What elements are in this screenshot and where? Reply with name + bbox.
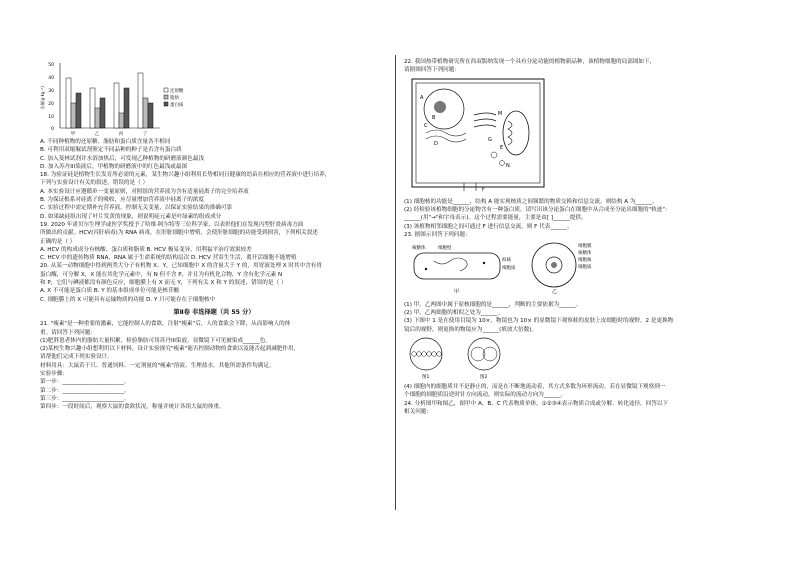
text-line: (3) 该植物相邻细胞之间可通过 F 进行信息交流，则 F 代表______。 — [404, 223, 573, 230]
label-jia: 甲 — [454, 289, 460, 296]
question-17-to-20 — [40, 138, 388, 304]
bar — [138, 73, 143, 128]
text-line: C. 细胞膜上的 X 可能具有运输物质的功能 D. Y 只可能存在于细胞核中 — [40, 296, 216, 303]
label-nucleoid: 拟核 — [502, 258, 511, 264]
label-E: E — [500, 144, 504, 151]
text-line: B. 可利用双缩脲试剂鉴定不同品种的种子是否含有蛋白质 — [40, 147, 182, 154]
label-G: G — [488, 136, 492, 143]
text-line: 实验步骤： — [40, 371, 68, 378]
label-ribosome: 核糖体 — [412, 246, 426, 252]
legend-swatch — [164, 88, 168, 92]
golgi-apparatus — [474, 113, 496, 127]
text-line: 19. 2020 年诺贝尔生理学或医学奖授予了哈维·阿尔特等三位科学家，以表彰他们在发现丙型肝炎病毒方面 — [40, 221, 304, 228]
label-yi: 乙 — [552, 289, 558, 296]
label-cell-wall: 细胞壁 — [438, 246, 452, 252]
text-line: D. 如果缺硅组出现了叶片发黄的现象，则说明硅元素是叶绿素的组成成分 — [40, 213, 222, 220]
text-line: 第三步：______________________。 — [40, 395, 130, 402]
text-line: 所做出的贡献。HCV(丙肝病毒)为 RNA 病毒，在肝脏细胞中增殖，会使肝脏细胞的功能受到损害，下列相关叙述 — [40, 230, 318, 237]
vesicle — [491, 152, 497, 158]
text-line: (4) 细胞内的细胞质并不是静止的，而是在不断地流动着，其方式多数为环形流动。若在显微镜下观察到一 — [404, 384, 666, 391]
bar — [100, 98, 105, 128]
bar — [148, 103, 153, 128]
text-line: (2)某校生物兴趣小组想利用以下材料，设计实验探究"瘦素"能否控制动物的食欲以及能否起到减肥作用， — [40, 346, 300, 353]
label-M: M — [498, 110, 503, 117]
text-line: 第二步：______________________。 — [40, 387, 130, 394]
nucleoid — [434, 258, 467, 271]
bar — [95, 108, 100, 128]
cell-row — [412, 352, 442, 357]
legend-swatch — [164, 102, 168, 106]
text-line: ______(用"→"和字母表示)。这个过程需要能量，主要是由[ ]______提供。 — [404, 215, 587, 222]
mitochondrion — [503, 111, 529, 155]
text-line: 相关问题： — [404, 409, 432, 416]
bar-chart — [40, 58, 200, 138]
text-line: (1) 细胞核的功能是______，结构 A 能实现核质之间频繁的物质交换和信息交流，则结构 A 为______。 — [404, 198, 658, 205]
label-cytoplasm: 细胞质 — [502, 266, 516, 272]
animal-nucleolus — [551, 262, 557, 268]
tick-label: 30 — [48, 89, 54, 94]
group-yi — [90, 88, 105, 128]
section-title: 第Ⅱ卷 非选择题（共 55 分） — [173, 308, 255, 316]
bar — [66, 78, 71, 128]
text-line: 第四步：一段时间后，观察大鼠的食欲状况，称量并统计各组大鼠的体重。 — [40, 404, 225, 411]
endoplasmic-reticulum — [426, 130, 466, 142]
label-B: B — [432, 114, 436, 121]
text-line: 个细胞的细胞质沿逆时针方向流动，则实际的流动方向为______。 — [404, 392, 567, 399]
category-label: 乙 — [94, 132, 100, 137]
bar — [76, 93, 81, 128]
text-line: B. 为保证根系对硅离子的吸收，应尽量增加营养液中硅离子的浓度 — [40, 197, 205, 204]
bacterium-cell — [414, 253, 500, 279]
microscope-figure — [404, 334, 760, 383]
text-line: 镜后的视野，则更换的物镜应为______(填放大倍数)。 — [404, 326, 538, 333]
text-line: A. 本实验设计应遵循单一变量原则，对照组的营养液为含有适量硅离子的完全培养液 — [40, 188, 249, 195]
label-N: N — [506, 162, 510, 169]
text-line: (2) 甲、乙两细胞的相似之处为______。 — [404, 309, 504, 316]
label-D: D — [434, 140, 438, 147]
group-jia — [66, 78, 81, 128]
label-A: A — [420, 94, 424, 101]
text-line: C. 加入斐林试剂并水浴加热后，可发现乙种植物的研磨液颜色最浅 — [40, 155, 205, 162]
text-line: (1) 甲、乙两图中属于原核细胞的是______，判断的主要依据为______。 — [404, 301, 582, 308]
text-line: 第一步：______________________。 — [40, 379, 130, 386]
label-nucleus: 细胞核 — [578, 258, 592, 264]
tick-label: 40 — [48, 76, 54, 81]
text-line: 23. 据图示回答下列问题： — [404, 232, 471, 239]
legend-label: 还原糖 — [170, 89, 184, 94]
question-21 — [40, 320, 388, 411]
text-line: 24. 分析图甲和图乙，图甲中 A、B、C 代表物质单体，①②③④表示物质合成或分解、转化途径，回答以下 — [404, 400, 669, 407]
right-column — [404, 58, 760, 416]
panel-label-2: 图2 — [480, 374, 488, 380]
tick-label: 0 — [51, 127, 54, 132]
bar — [124, 88, 129, 128]
text-line: 正确的是（ ） — [40, 238, 76, 245]
bar-chart-svg — [40, 58, 200, 138]
text-line: 请据图回答下列问题： — [404, 67, 460, 74]
category-label: 丙 — [118, 132, 124, 137]
category-label: 丁 — [142, 132, 148, 137]
tick-label: 10 — [48, 115, 54, 120]
cell-membrane — [416, 83, 540, 183]
y-axis-label: 含量(g·kg⁻¹) — [40, 86, 45, 110]
field-of-view-1 — [410, 338, 442, 370]
bar — [143, 98, 148, 128]
label-cytoplasm-b: 细胞质 — [578, 265, 592, 271]
text-line: (2) 经检验该植物细胞的分泌物含有一种蛋白质，请写出该分泌蛋白在细胞中从合成至分泌出细胞的"轨迹"： — [404, 207, 671, 214]
text-line: (3) 下图中 1 是在使用目镜为 10×，物镜也为 10× 的显微镜下观察蛙的皮肤上皮细胞时的视野，2 是更换物 — [404, 318, 674, 325]
tick-label: 20 — [48, 102, 54, 107]
text-line: C. 实验过程中需定期补充营养液，控制无关变量，以保证实验结果的准确可靠 — [40, 205, 233, 212]
bar — [90, 88, 95, 128]
text-line: C. HCV 中的遗传物质 RNA，RNA 属于生命系统的结构层次 D. HCV 营寄生生活，离开活细胞不能增殖 — [40, 255, 297, 262]
left-column — [40, 58, 388, 412]
text-line: 21. "瘦素"是一种重要的激素，它能控制人的食欲，注射"瘦素"后，人的食欲会下降，从而影响人的体 — [40, 321, 291, 328]
field-of-view-2 — [468, 338, 500, 370]
text-line: 材料用具：大鼠若干只、普通饲料、一定剂量的"瘦素"溶液、生理盐水，其他所需条件均满足。 — [40, 362, 275, 369]
cell-wall — [412, 79, 544, 187]
panel-label-1: 图1 — [422, 374, 430, 380]
text-line: 20. 从某一动物细胞中得到两类大分子有机物 X、Y，已知细胞中 X 的含量大于 Y 的，用胃液处理 X 时其中含有胃 — [40, 263, 322, 270]
label-C: C — [424, 122, 428, 129]
text-line: 蛋白酶，可分解 X，X 能在其化学元素中，有 N 但不含 P，并且为有机化合物，Y 含有化学元素 N — [40, 271, 283, 278]
category-label: 甲 — [70, 132, 76, 137]
tick-label: 50 — [48, 63, 54, 68]
label-ribosome-b: 核糖体 — [578, 251, 592, 257]
text-line: D. 加入苏丹III染液后，甲植物的研磨液中的红色最浅或最深 — [40, 163, 188, 170]
group-ding — [138, 73, 153, 128]
legend-label: 蛋白质 — [170, 103, 184, 108]
label-membrane: 细胞膜 — [578, 244, 592, 250]
column-divider — [395, 55, 396, 510]
group-bing — [114, 83, 129, 128]
plant-cell-svg — [404, 75, 554, 195]
ribosome-dot — [483, 262, 485, 264]
bar — [114, 83, 119, 128]
text-line: A. 不同种植物的还原糖、脂肪和蛋白质含量各不相同 — [40, 139, 171, 145]
text-line: (1)肥胖患者体内的脂肪大量积累，检验脂肪可用苏丹III染液，显微镜下可见被染成______色。 — [40, 337, 272, 344]
text-line: 22. 我国热带植物研究所在西双版纳发现一个具有分泌功能的植物新品种，该植物细胞的局部图如下， — [404, 59, 656, 65]
vesicle — [500, 160, 505, 165]
legend-label: 脂肪 — [170, 96, 179, 101]
mitochondrion-cristae — [508, 121, 512, 145]
cells-figure-svg — [404, 239, 604, 297]
plant-cell-figure — [404, 75, 760, 198]
text-line: A. X 不可能是蛋白质 B. Y 的基本组成单位可能是核苷酸 — [40, 288, 180, 295]
label-F: F — [482, 186, 485, 193]
bar — [119, 113, 124, 128]
text-line: 重。请回答下列问题： — [40, 329, 96, 336]
text-line: A. HCV 的构成成分有核酸、蛋白质和脂质 B. HCV 极易变异，用利福平治疗效果较差 — [40, 246, 252, 253]
text-line: 18. 为验证硅是植物生长发育所必需的元素，某生物兴趣小组利用长势相同且健康的幼苗在相应的营养液中进行培养， — [40, 172, 331, 179]
bar — [71, 103, 76, 128]
text-line: 和 P，它们与碘液都没有颜色反应，细胞膜上有 X 而无 Y，下列有关 X 和 Y 的叙述，错误的是（ ） — [40, 280, 287, 287]
cells-figure — [404, 239, 760, 300]
ribosome-dot — [425, 268, 427, 270]
microscope-svg — [404, 334, 524, 380]
legend-swatch — [164, 95, 168, 99]
text-line: 下列与实验设计有关的叙述，错误的是（ ） — [40, 180, 149, 187]
nucleolus — [434, 101, 446, 113]
text-line: 请帮他们完成下列实验设计。 — [40, 354, 113, 361]
